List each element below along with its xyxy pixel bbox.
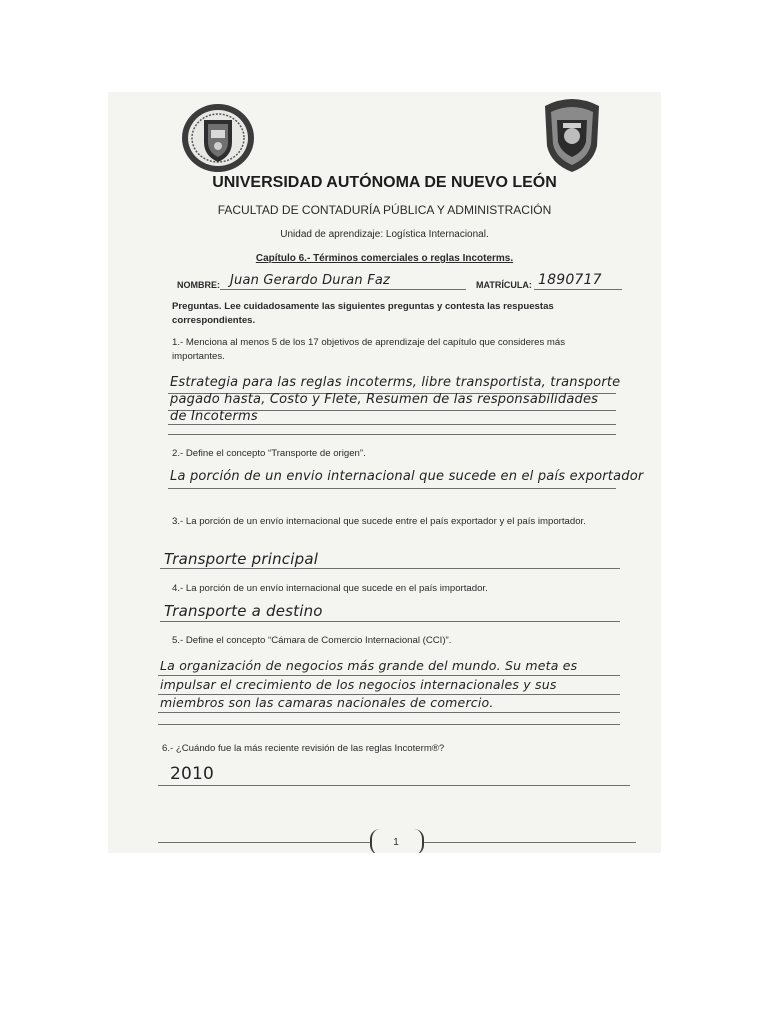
instructions: Preguntas. Lee cuidadosamente las siguientes preguntas y contesta las respuestas correspondientes. [172,301,554,326]
question-2: 2.- Define el concepto “Transporte de origen”. [172,448,366,459]
id-label: MATRÍCULA: [476,280,532,290]
answer-3: Transporte principal [164,550,319,568]
question-4: 4.- La porción de un envío internacional que sucede en el país importador. [172,583,488,594]
answer-1-line-1: Estrategia para las reglas incoterms, libre transportista, transporte [170,375,621,390]
answer-5-line-1: La organización de negocios más grande del mundo. Su meta es [160,658,578,673]
answer-5-line-2: impulsar el crecimiento de los negocios internacionales y sus [160,677,557,692]
name-label: NOMBRE: [177,280,220,290]
page-number: 1 [393,837,399,848]
answer-2: La porción de un envio internacional que sucede en el país exportador [170,469,644,484]
footer-bracket-right [410,829,424,853]
question-1: 1.- Menciona al menos 5 de los 17 objetivos de aprendizaje del capítulo que consideres más importantes. [172,337,566,362]
faculty-title: FACULTAD DE CONTADURÍA PÚBLICA Y ADMINISTRACIÓN [217,203,552,217]
faculty-seal-right [541,96,603,174]
question-3: 3.- La porción de un envío internacional que sucede entre el país exportador y el país importador. [172,516,586,527]
university-title: UNIVERSIDAD AUTÓNOMA DE NUEVO LEÓN [212,174,557,191]
answer-1-line-3: de Incoterms [170,409,258,424]
answer-1-line-2: pagado hasta, Costo y Flete, Resumen de las responsabilidades [170,392,599,407]
university-seal-left [180,102,256,174]
document-page [108,92,661,853]
answer-5-line-3: miembros son las camaras nacionales de comercio. [160,695,494,710]
name-value: Juan Gerardo Duran Faz [230,273,391,288]
question-6: 6.- ¿Cuándo fue la más reciente revisión de las reglas Incoterm®? [162,743,445,754]
answer-6: 2010 [170,764,215,784]
id-value: 1890717 [538,272,602,288]
unit-title: Unidad de aprendizaje: Logística Internacional. [280,229,489,240]
question-5: 5.- Define el concepto “Cámara de Comercio Internacional (CCI)”. [172,635,452,646]
chapter-title: Capítulo 6.- Términos comerciales o reglas Incoterms. [255,253,514,264]
answer-4: Transporte a destino [164,602,323,620]
